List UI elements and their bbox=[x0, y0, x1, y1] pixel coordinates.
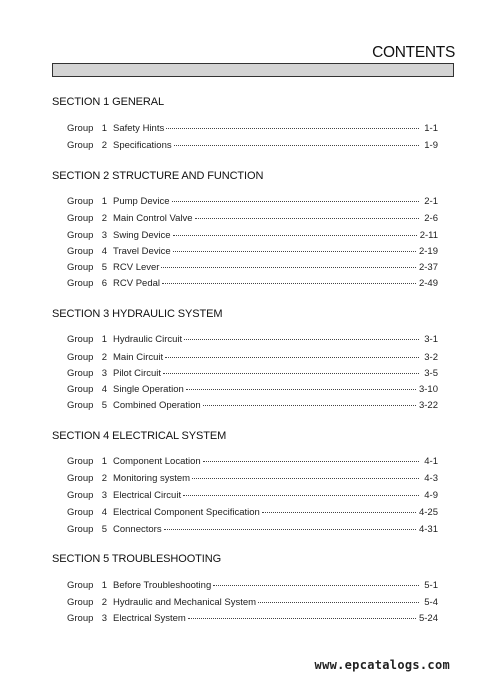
entry-title: Monitoring system bbox=[113, 473, 191, 484]
toc-entry[interactable] bbox=[67, 334, 438, 348]
entry-page: 4-31 bbox=[418, 524, 438, 535]
entry-page: 1-1 bbox=[424, 123, 438, 134]
entry-group: Group bbox=[67, 507, 94, 518]
page-title: CONTENTS bbox=[372, 44, 455, 61]
entry-group: Group bbox=[67, 262, 94, 273]
entry-title: Before Troubleshooting bbox=[113, 580, 212, 591]
toc-entry[interactable] bbox=[67, 384, 438, 398]
entry-group: Group bbox=[67, 246, 94, 257]
toc-entry[interactable] bbox=[67, 490, 438, 504]
dot-leader bbox=[183, 495, 419, 496]
dot-leader bbox=[184, 339, 419, 340]
toc-entry[interactable] bbox=[67, 123, 438, 137]
toc-entry[interactable] bbox=[67, 456, 438, 470]
entry-title: Pilot Circuit bbox=[113, 368, 162, 379]
section-heading: SECTION 1 GENERAL bbox=[52, 96, 164, 108]
entry-group: Group bbox=[67, 213, 94, 224]
entry-page: 3-22 bbox=[418, 400, 438, 411]
entry-page: 2-11 bbox=[419, 230, 438, 241]
entry-number: 5 bbox=[101, 400, 107, 411]
entry-page: 2-19 bbox=[418, 246, 438, 257]
entry-title: Single Operation bbox=[113, 384, 184, 395]
dot-leader bbox=[195, 218, 419, 219]
dot-leader bbox=[163, 373, 419, 374]
dot-leader bbox=[162, 283, 416, 284]
dot-leader bbox=[262, 512, 416, 513]
dot-leader bbox=[166, 128, 419, 129]
entry-number: 4 bbox=[101, 384, 107, 395]
section-heading: SECTION 4 ELECTRICAL SYSTEM bbox=[52, 430, 227, 442]
dot-leader bbox=[203, 405, 416, 406]
dot-leader bbox=[172, 201, 420, 202]
entry-title: Swing Device bbox=[113, 230, 171, 241]
entry-title: Electrical System bbox=[113, 613, 186, 624]
dot-leader bbox=[213, 585, 419, 586]
entry-page: 4-1 bbox=[424, 456, 438, 467]
entry-group: Group bbox=[67, 490, 94, 501]
dot-leader bbox=[174, 145, 419, 146]
entry-number: 4 bbox=[101, 246, 107, 257]
toc-entry[interactable] bbox=[67, 140, 438, 154]
entry-number: 1 bbox=[101, 334, 107, 345]
entry-number: 3 bbox=[101, 613, 107, 624]
dot-leader bbox=[164, 529, 416, 530]
entry-group: Group bbox=[67, 368, 94, 379]
entry-number: 6 bbox=[101, 278, 107, 289]
entry-title: Hydraulic Circuit bbox=[113, 334, 183, 345]
entry-number: 3 bbox=[101, 368, 107, 379]
toc-entry[interactable] bbox=[67, 246, 438, 260]
entry-group: Group bbox=[67, 384, 94, 395]
entry-title: Pump Device bbox=[113, 196, 170, 207]
dot-leader bbox=[173, 235, 417, 236]
entry-group: Group bbox=[67, 613, 94, 624]
entry-number: 2 bbox=[101, 597, 107, 608]
entry-group: Group bbox=[67, 123, 94, 134]
entry-number: 5 bbox=[101, 524, 107, 535]
entry-page: 4-9 bbox=[424, 490, 438, 501]
toc-entry[interactable] bbox=[67, 196, 438, 210]
dot-leader bbox=[165, 357, 419, 358]
entry-title: Connectors bbox=[113, 524, 162, 535]
entry-title: Combined Operation bbox=[113, 400, 201, 411]
entry-number: 1 bbox=[101, 580, 107, 591]
entry-group: Group bbox=[67, 352, 94, 363]
dot-leader bbox=[188, 618, 416, 619]
entry-number: 2 bbox=[101, 352, 107, 363]
toc-entry[interactable] bbox=[67, 597, 438, 611]
entry-group: Group bbox=[67, 580, 94, 591]
entry-number: 2 bbox=[101, 213, 107, 224]
toc-entry[interactable] bbox=[67, 473, 438, 487]
dot-leader bbox=[258, 602, 419, 603]
entry-page: 2-49 bbox=[418, 278, 438, 289]
entry-number: 3 bbox=[101, 230, 107, 241]
entry-number: 4 bbox=[101, 507, 107, 518]
entry-title: Component Location bbox=[113, 456, 201, 467]
entry-page: 4-3 bbox=[424, 473, 438, 484]
entry-group: Group bbox=[67, 278, 94, 289]
entry-title: Specifications bbox=[113, 140, 172, 151]
entry-page: 1-9 bbox=[424, 140, 438, 151]
dot-leader bbox=[161, 267, 416, 268]
toc-entry[interactable] bbox=[67, 213, 438, 227]
entry-page: 3-2 bbox=[424, 352, 438, 363]
entry-title: Travel Device bbox=[113, 246, 171, 257]
toc-entry[interactable] bbox=[67, 507, 438, 521]
toc-entry[interactable] bbox=[67, 262, 438, 276]
entry-title: Main Control Valve bbox=[113, 213, 193, 224]
section-heading: SECTION 3 HYDRAULIC SYSTEM bbox=[52, 308, 223, 320]
entry-page: 2-6 bbox=[424, 213, 438, 224]
entry-number: 3 bbox=[101, 490, 107, 501]
toc-entry[interactable] bbox=[67, 613, 438, 627]
toc-entry[interactable] bbox=[67, 352, 438, 366]
entry-number: 2 bbox=[101, 473, 107, 484]
entry-page: 2-37 bbox=[418, 262, 438, 273]
entry-group: Group bbox=[67, 334, 94, 345]
entry-number: 1 bbox=[101, 123, 107, 134]
dot-leader bbox=[173, 251, 416, 252]
section-heading: SECTION 5 TROUBLESHOOTING bbox=[52, 553, 222, 565]
entry-group: Group bbox=[67, 473, 94, 484]
entry-group: Group bbox=[67, 400, 94, 411]
entry-number: 1 bbox=[101, 456, 107, 467]
entry-title: Main Circuit bbox=[113, 352, 164, 363]
entry-page: 2-1 bbox=[424, 196, 438, 207]
entry-title: Electrical Component Specification bbox=[113, 507, 260, 518]
entry-group: Group bbox=[67, 230, 94, 241]
entry-number: 5 bbox=[101, 262, 107, 273]
toc-entry[interactable] bbox=[67, 278, 438, 292]
entry-group: Group bbox=[67, 140, 94, 151]
toc-entry[interactable] bbox=[67, 524, 438, 538]
entry-title: RCV Pedal bbox=[113, 278, 160, 289]
title-bar bbox=[52, 63, 454, 77]
section-heading: SECTION 2 STRUCTURE AND FUNCTION bbox=[52, 170, 264, 182]
entry-number: 1 bbox=[101, 196, 107, 207]
toc-entry[interactable] bbox=[67, 580, 438, 594]
toc-entry[interactable] bbox=[67, 230, 438, 244]
entry-page: 3-5 bbox=[424, 368, 438, 379]
entry-group: Group bbox=[67, 456, 94, 467]
entry-title: RCV Lever bbox=[113, 262, 160, 273]
entry-group: Group bbox=[67, 196, 94, 207]
footer-watermark: www.epcatalogs.com bbox=[314, 658, 450, 672]
dot-leader bbox=[192, 478, 419, 479]
entry-title: Safety Hints bbox=[113, 123, 165, 134]
entry-page: 3-1 bbox=[424, 334, 438, 345]
dot-leader bbox=[203, 461, 419, 462]
entry-title: Electrical Circuit bbox=[113, 490, 182, 501]
toc-entry[interactable] bbox=[67, 368, 438, 382]
entry-title: Hydraulic and Mechanical System bbox=[113, 597, 257, 608]
dot-leader bbox=[186, 389, 416, 390]
entry-group: Group bbox=[67, 597, 94, 608]
entry-number: 2 bbox=[101, 140, 107, 151]
toc-entry[interactable] bbox=[67, 400, 438, 414]
entry-page: 3-10 bbox=[418, 384, 438, 395]
entry-group: Group bbox=[67, 524, 94, 535]
entry-page: 5-1 bbox=[424, 580, 438, 591]
entry-page: 5-24 bbox=[418, 613, 438, 624]
entry-page: 4-25 bbox=[418, 507, 438, 518]
entry-page: 5-4 bbox=[424, 597, 438, 608]
